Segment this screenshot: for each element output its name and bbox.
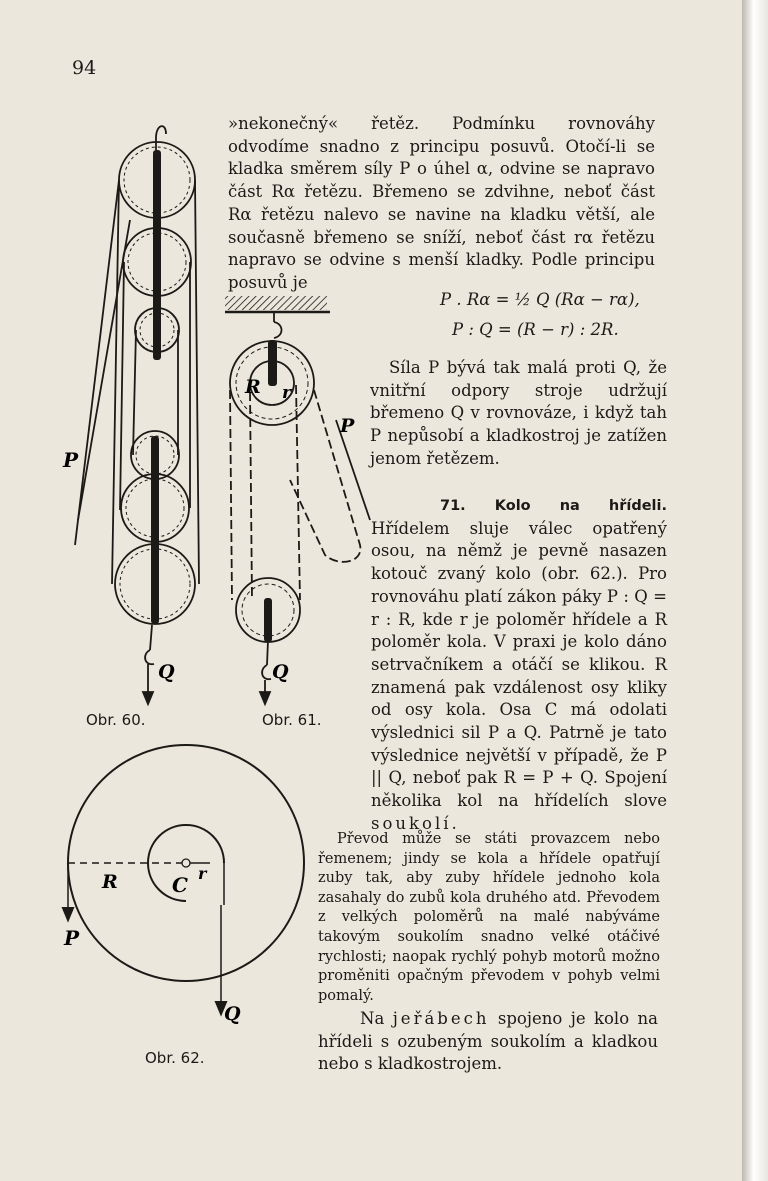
fig62-caption: Obr. 62. (145, 1049, 205, 1067)
small-paragraph: Převod může se státi provazcem nebo řemenem; jindy se kola a hřídele opatřují zuby tak, aby zuby hřídele jednoho kola zasahaly do zubů kola druhého atd. Převodem z velkých poloměrů na malé nabýváme takovým soukolím snadno velké otáčivé rychlosti; naopak rychlý pohyb motorů možno proměniti opačným převodem v pohyb velmi pomalý. (318, 831, 660, 1004)
section-heading: 71. Kolo na hřídeli. (440, 498, 667, 514)
fig60-force-label: P (63, 448, 79, 472)
section-71 (371, 494, 667, 836)
force-paragraph: Síla P bývá tak malá proti Q, že vnitřní odpory stroje udržují břemeno Q v rovnováze, i když tah P nepůsobí a kladkostroj je zatížen jenom řetězem. (370, 358, 667, 468)
figure-62 (60, 745, 310, 1040)
page-edge (742, 0, 768, 1181)
formula-2: P : Q = (R − r) : 2R. (452, 320, 619, 339)
final-lead: Na (360, 1009, 385, 1028)
fig61-r-label: r (282, 383, 291, 403)
page-number: 94 (72, 57, 97, 79)
final-spaced-word: jeřábech (392, 1009, 490, 1028)
intro-paragraph: »nekonečný« řetěz. Podmínku rovnováhy odvodíme snadno z principu posuvů. Otočí-li se kladka směrem síly P o úhel α, odvine se napravo část Rα řetězu. Břemeno se zdvihne, neboť část Rα řetězu nalevo se navine na kladku větší, ale současně břemeno se sníží, neboť část rα řetězu napravo se odvine s menší kladky. Podle principu posuvů je (228, 114, 655, 292)
figure-61 (222, 292, 372, 712)
fig62-force-label: P (64, 926, 80, 950)
fig61-load-label: Q (272, 661, 289, 683)
fig62-C-label: C (172, 873, 188, 897)
fig60-load-label: Q (158, 661, 175, 683)
final-paragraph (318, 1008, 658, 1076)
formula-1: P . Rα = ½ Q (Rα − rα), (440, 290, 640, 309)
fig62-load-label: Q (224, 1003, 241, 1025)
section-spaced-word: soukolí. (371, 813, 460, 833)
final-rest: spojeno je kolo na hřídeli s ozubeným soukolím a kladkou nebo s kladkostrojem. (318, 1009, 658, 1074)
fig62-r-label: r (198, 864, 207, 883)
figure-60 (60, 110, 220, 710)
fig62-R-label: R (102, 871, 118, 893)
fig61-force-label: P (340, 415, 355, 437)
section-body: Hřídelem sluje válec opatřený osou, na němž je pevně nasazen kotouč zvaný kolo (obr. 62.). Pro rovnováhu platí zákon páky P : Q = r : R, kde r je poloměr hřídele a R poloměr kola. V praxi je kolo dáno setrvačníkem a otáčí se klikou. R znamená pak vzdálenost osy kliky od osy kola. Osa C má odolati výslednici sil P a Q. Patrně je tato výslednice největší v případě, že P || Q, neboť pak R = P + Q. Spojení několika kol na hřídelích slove (371, 518, 667, 811)
fig61-R-label: R (245, 376, 261, 398)
fig60-caption: Obr. 60. (86, 711, 146, 729)
fig61-caption: Obr. 61. (262, 711, 322, 729)
